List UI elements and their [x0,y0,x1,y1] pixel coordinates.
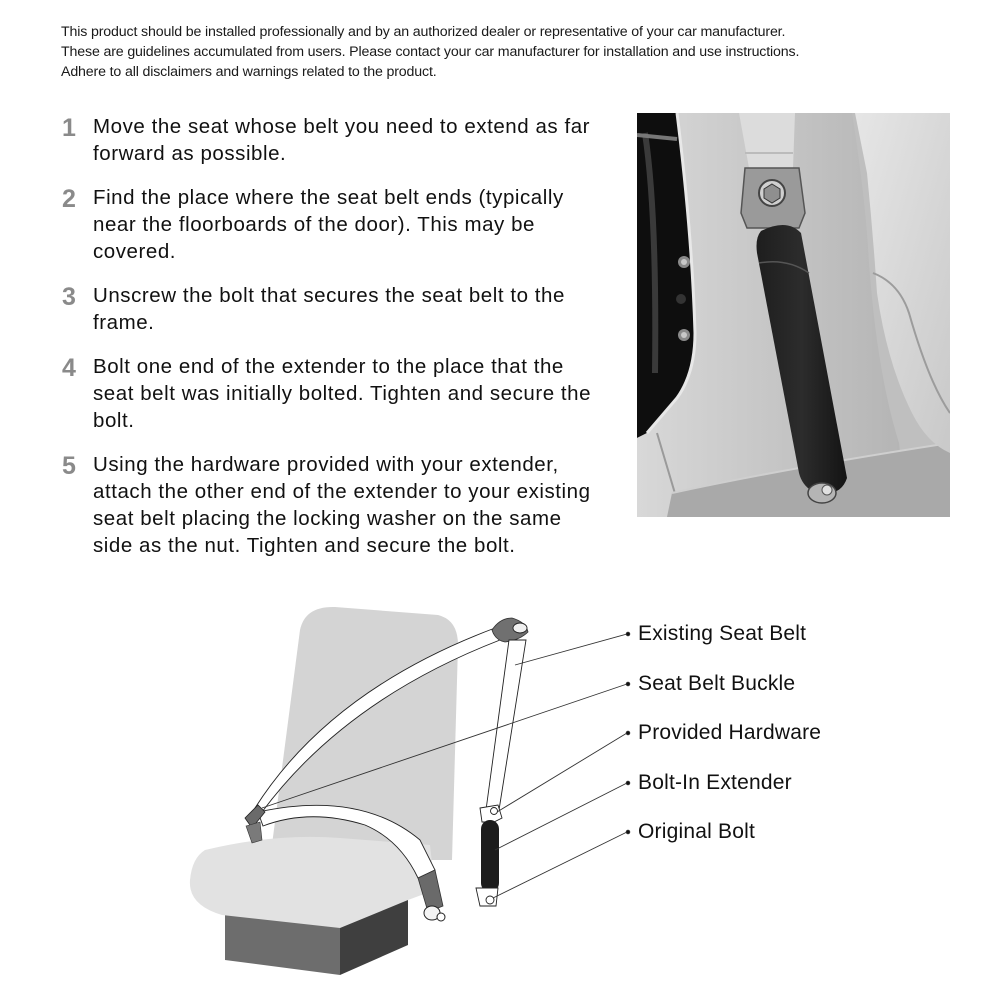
disclaimer-line: Adhere to all disclaimers and warnings related to the product. [61,64,437,80]
step-number: 5 [62,452,76,480]
step-item [62,282,602,336]
step-text: Find the place where the seat belt ends (typically near the floorboards of the door). This may be covered. [93,186,564,263]
step-text: Unscrew the bolt that secures the seat belt to the frame. [93,284,565,334]
diagram-labels [638,620,821,868]
installed-extender-photo [637,113,950,517]
label-bolt-in-extender: Bolt-In Extender [638,770,792,794]
installation-steps [62,113,602,576]
step-text: Move the seat whose belt you need to extend as far forward as possible. [93,115,591,165]
label-provided-hardware: Provided Hardware [638,721,822,744]
step-number: 4 [62,354,76,382]
label-existing-seat-belt: Existing Seat Belt [638,622,807,645]
step-item [62,451,602,559]
disclaimer [61,22,981,82]
disclaimer-line: These are guidelines accumulated from users. Please contact your car manufacturer for installation and use instructions. [61,44,800,60]
step-text: Bolt one end of the extender to the place that the seat belt was initially bolted. Tighten and secure the bolt. [93,355,592,432]
label-original-bolt: Original Bolt [638,820,755,843]
step-item [62,113,602,167]
step-text: Using the hardware provided with your extender, attach the other end of the extender to your existing seat belt placing the locking washer on the same side as the nut. Tighten and secure the bolt. [93,453,591,557]
step-item [62,184,602,265]
seat-illustration [180,600,580,990]
seat-belt-diagram [180,600,580,990]
step-item [62,353,602,434]
step-number: 2 [62,185,76,213]
photo-illustration [637,113,950,517]
disclaimer-line: This product should be installed professionally and by an authorized dealer or representative of your car manufacturer. [61,24,786,40]
step-number: 3 [62,283,76,311]
step-number: 1 [62,114,76,142]
label-seat-belt-buckle: Seat Belt Buckle [638,671,796,695]
